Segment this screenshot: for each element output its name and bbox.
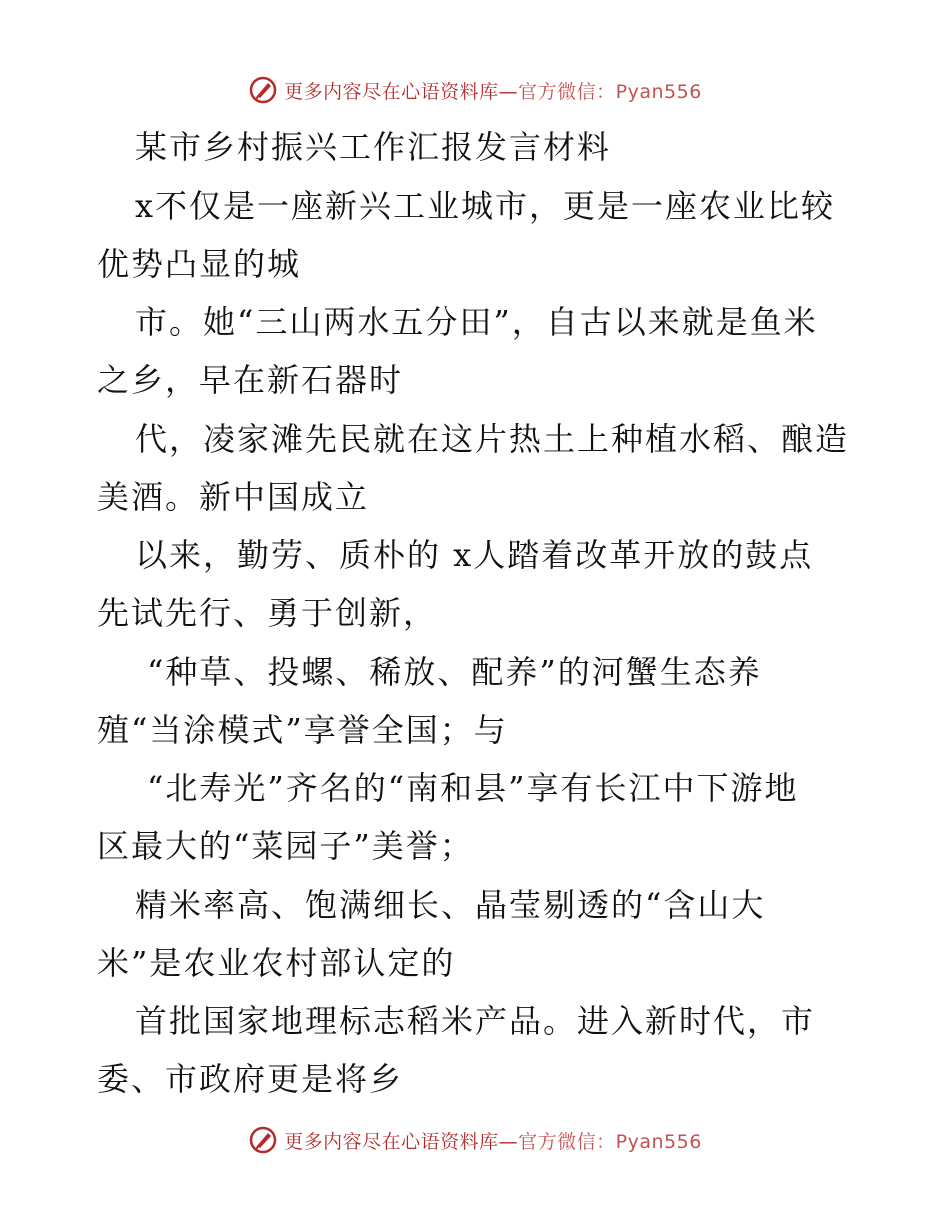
watermark-dash: — (498, 1130, 519, 1153)
paragraph-line: 米”是农业农村部认定的 (97, 944, 456, 982)
paragraph-line: “种草、投螺、稀放、配养”的河蟹生态养 (147, 653, 762, 691)
watermark-wechat-text: 官方微信：Pyan556 (518, 80, 702, 103)
watermark-wechat-text: 官方微信：Pyan556 (518, 1130, 702, 1153)
watermark-main-text: 更多内容尽在心语资料库 (284, 1130, 499, 1153)
paragraph-line: 之乡，早在新石器时 (97, 361, 404, 399)
watermark-dash: — (498, 80, 519, 103)
paragraph-line: 殖“当涂模式”享誉全国；与 (97, 711, 508, 749)
paragraph-line: 先试先行、勇于创新， (97, 594, 438, 632)
watermark-banner-bottom (0, 1120, 950, 1160)
paragraph-line: x不仅是一座新兴工业城市，更是一座农业比较 (135, 187, 836, 225)
document-title: 某市乡村振兴工作汇报发言材料 (135, 128, 612, 166)
paragraph-line: 区最大的“菜园子”美誉； (97, 827, 474, 865)
paragraph-line: 以来，勤劳、质朴的 x人踏着改革开放的鼓点 (135, 536, 814, 574)
paragraph-line: 美酒。新中国成立 (97, 478, 370, 516)
watermark-text (284, 77, 702, 104)
watermark-text (284, 1127, 702, 1154)
quill-seal-icon (248, 75, 278, 105)
watermark-main-text: 更多内容尽在心语资料库 (284, 80, 499, 103)
paragraph-line: 代，凌家滩先民就在这片热土上种植水稻、酿造 (135, 420, 850, 458)
watermark-banner-top (0, 70, 950, 110)
quill-seal-icon (248, 1125, 278, 1155)
paragraph-line: 首批国家地理标志稻米产品。进入新时代，市 (135, 1002, 816, 1040)
paragraph-line: 精米率高、饱满细长、晶莹剔透的“含山大 (135, 886, 766, 924)
paragraph-line: 市。她“三山两水五分田”，自古以来就是鱼米 (135, 303, 818, 341)
paragraph-line: “北寿光”齐名的“南和县”享有长江中下游地 (147, 769, 799, 807)
paragraph-line: 委、市政府更是将乡 (97, 1060, 404, 1098)
paragraph-line: 优势凸显的城 (97, 245, 302, 283)
